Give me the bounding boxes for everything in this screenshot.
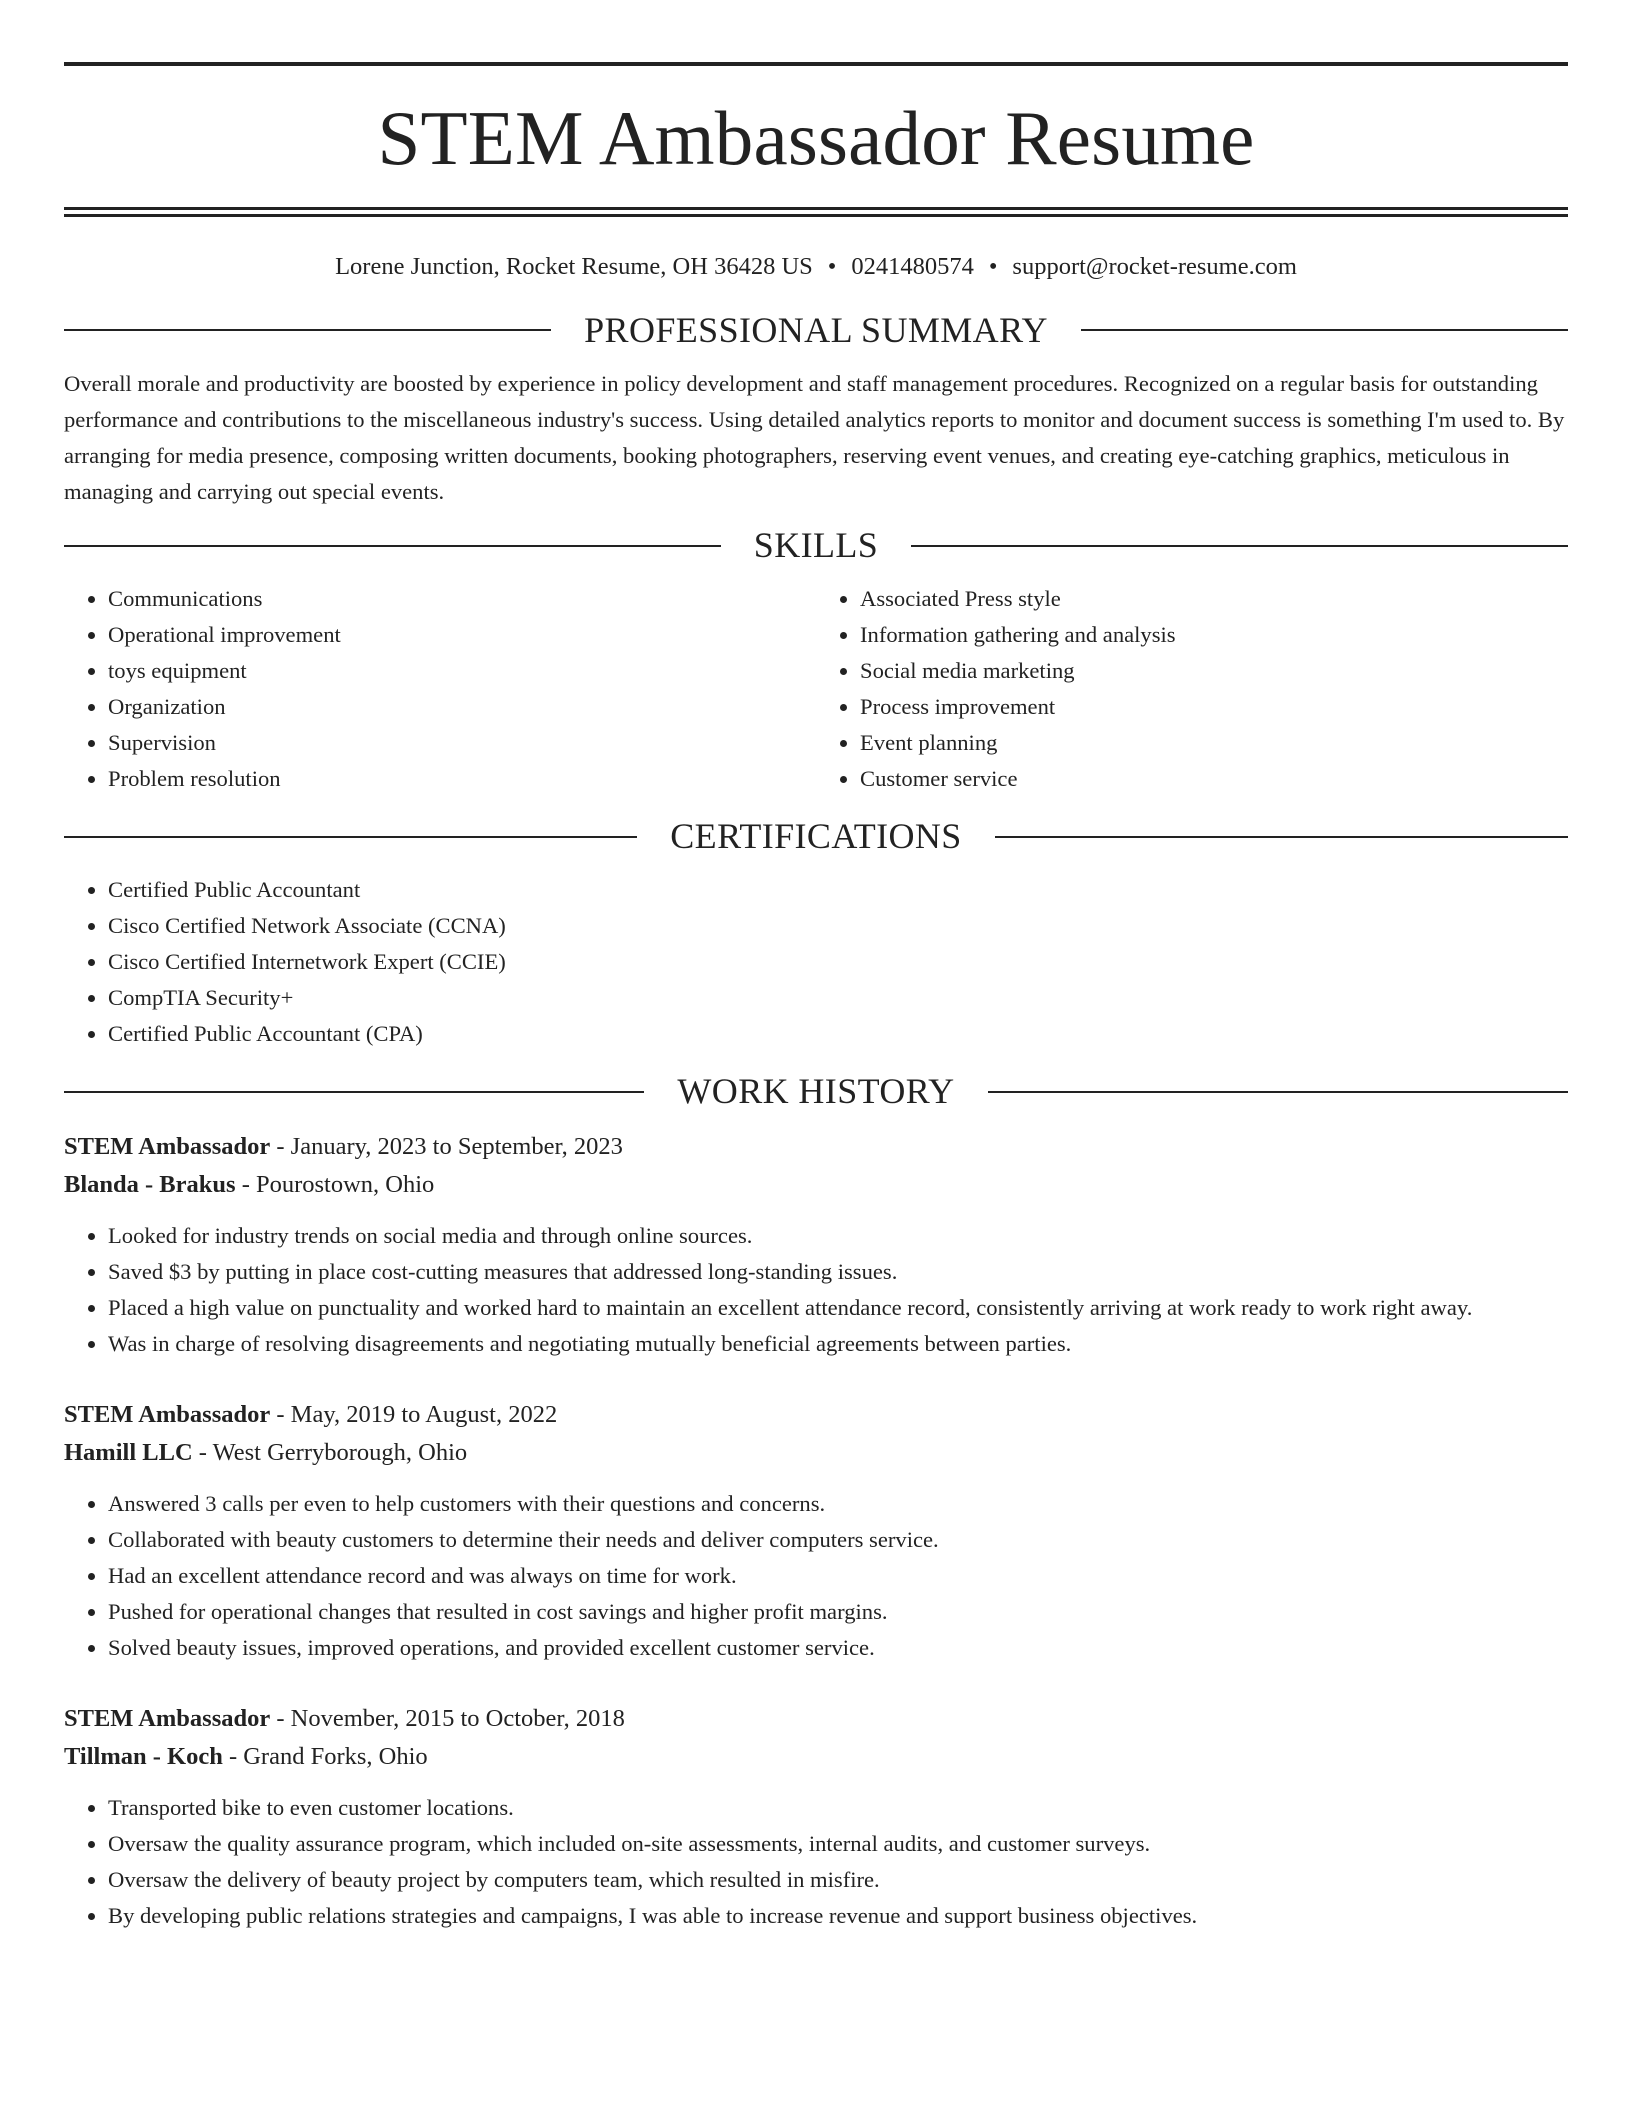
section-rule-left — [64, 836, 637, 838]
job-entry — [64, 1700, 1568, 1934]
job-bullet: • Collaborated with beauty customers to determine their needs and deliver computers service. — [108, 1522, 1568, 1558]
title-double-rule — [64, 207, 1568, 217]
job-bullet: • Had an excellent attendance record and was always on time for work. — [108, 1558, 1568, 1594]
job-bullet: • Saved $3 by putting in place cost-cutting measures that addressed long-standing issues. — [108, 1254, 1568, 1290]
section-rule-left — [64, 1091, 644, 1093]
section-header-summary — [64, 309, 1568, 352]
job-bullet: • Oversaw the quality assurance program, which included on-site assessments, internal audits, and customer surveys. — [108, 1826, 1568, 1862]
job-bullet: • Was in charge of resolving disagreements and negotiating mutually beneficial agreements between parties. — [108, 1326, 1568, 1362]
resume-title: STEM Ambassador Resume — [377, 95, 1255, 181]
contact-phone: 0241480574 — [851, 253, 974, 280]
job-bullet: • Placed a high value on punctuality and worked hard to maintain an excellent attendance record, consistently arriving at work ready to work right away. — [108, 1290, 1568, 1326]
certification-item: • Certified Public Accountant — [108, 872, 1568, 908]
section-header-work — [64, 1070, 1568, 1113]
section-title-work: WORK HISTORY — [677, 1071, 955, 1112]
contact-email: support@rocket-resume.com — [1012, 253, 1297, 280]
job-title-line — [64, 1128, 1568, 1166]
job-company-line — [64, 1738, 1568, 1776]
section-rule-right — [988, 1091, 1568, 1093]
job-entry — [64, 1396, 1568, 1666]
job-company-line — [64, 1434, 1568, 1472]
skill-item: • Event planning — [860, 725, 1568, 761]
skill-item: • Information gathering and analysis — [860, 617, 1568, 653]
job-bullet: • Pushed for operational changes that resulted in cost savings and higher profit margins. — [108, 1594, 1568, 1630]
job-company: Tillman - Koch — [64, 1742, 223, 1770]
certification-item: • Cisco Certified Network Associate (CCNA) — [108, 908, 1568, 944]
job-dates: - May, 2019 to August, 2022 — [270, 1400, 558, 1428]
skill-item: • Communications — [108, 581, 816, 617]
skill-item: • Social media marketing — [860, 653, 1568, 689]
job-bullet: • Solved beauty issues, improved operations, and provided excellent customer service. — [108, 1630, 1568, 1666]
section-rule-right — [911, 545, 1568, 547]
section-rule-left — [64, 329, 551, 331]
job-dates: - November, 2015 to October, 2018 — [270, 1704, 625, 1732]
job-company: Hamill LLC — [64, 1438, 193, 1466]
skill-item: • Supervision — [108, 725, 816, 761]
skills-column-left — [64, 581, 816, 797]
job-bullet: • Oversaw the delivery of beauty project by computers team, which resulted in misfire. — [108, 1862, 1568, 1898]
skill-item: • Operational improvement — [108, 617, 816, 653]
job-company: Blanda - Brakus — [64, 1170, 236, 1198]
section-title-certifications: CERTIFICATIONS — [670, 816, 962, 857]
certification-item: • Cisco Certified Internetwork Expert (CCIE) — [108, 944, 1568, 980]
job-entry — [64, 1128, 1568, 1362]
skills-list — [64, 581, 1568, 797]
job-dates: - January, 2023 to September, 2023 — [270, 1132, 623, 1160]
skills-column-right — [816, 581, 1568, 797]
job-title: STEM Ambassador — [64, 1400, 271, 1428]
section-header-skills — [64, 524, 1568, 567]
job-location: - Pourostown, Ohio — [235, 1170, 435, 1198]
job-bullet: • By developing public relations strategies and campaigns, I was able to increase revenue and support business objectives. — [108, 1898, 1568, 1934]
section-title-summary: PROFESSIONAL SUMMARY — [584, 309, 1048, 350]
skill-item: • Problem resolution — [108, 761, 816, 797]
certification-item: • Certified Public Accountant (CPA) — [108, 1016, 1568, 1052]
job-location: - Grand Forks, Ohio — [222, 1742, 428, 1770]
certification-item: • CompTIA Security+ — [108, 980, 1568, 1016]
skill-item: • Customer service — [860, 761, 1568, 797]
job-title-line — [64, 1700, 1568, 1738]
certifications-list — [64, 872, 1568, 1052]
section-title-skills: SKILLS — [753, 525, 879, 566]
job-bullets — [64, 1218, 1568, 1362]
job-title: STEM Ambassador — [64, 1132, 271, 1160]
job-bullet: • Answered 3 calls per even to help customers with their questions and concerns. — [108, 1486, 1568, 1522]
job-bullet: • Transported bike to even customer locations. — [108, 1790, 1568, 1826]
job-bullets — [64, 1790, 1568, 1934]
contact-separator: • — [988, 253, 998, 280]
skill-item: • Associated Press style — [860, 581, 1568, 617]
skill-item: • toys equipment — [108, 653, 816, 689]
contact-line — [64, 251, 1568, 283]
job-company-line — [64, 1166, 1568, 1204]
section-rule-left — [64, 545, 721, 547]
skill-item: • Process improvement — [860, 689, 1568, 725]
section-header-certifications — [64, 815, 1568, 858]
job-bullet: • Looked for industry trends on social media and through online sources. — [108, 1218, 1568, 1254]
section-rule-right — [1081, 329, 1568, 331]
contact-address: Lorene Junction, Rocket Resume, OH 36428 US — [335, 253, 813, 280]
skill-item: • Organization — [108, 689, 816, 725]
contact-separator: • — [827, 253, 837, 280]
job-location: - West Gerryborough, Ohio — [192, 1438, 468, 1466]
top-rule — [64, 62, 1568, 66]
job-bullets — [64, 1486, 1568, 1666]
job-title-line — [64, 1396, 1568, 1434]
section-rule-right — [995, 836, 1568, 838]
job-title: STEM Ambassador — [64, 1704, 271, 1732]
summary-text: Overall morale and productivity are boosted by experience in policy development and staff management procedures. Recognized on a regular basis for outstanding performance and contributions to the miscellaneous industry's success. Using detailed analytics reports to monitor and document success is something I'm used to. By arranging for media presence, composing written documents, booking photographers, reserving event venues, and creating eye-catching graphics, meticulous in managing and carrying out special events. — [64, 371, 1565, 505]
